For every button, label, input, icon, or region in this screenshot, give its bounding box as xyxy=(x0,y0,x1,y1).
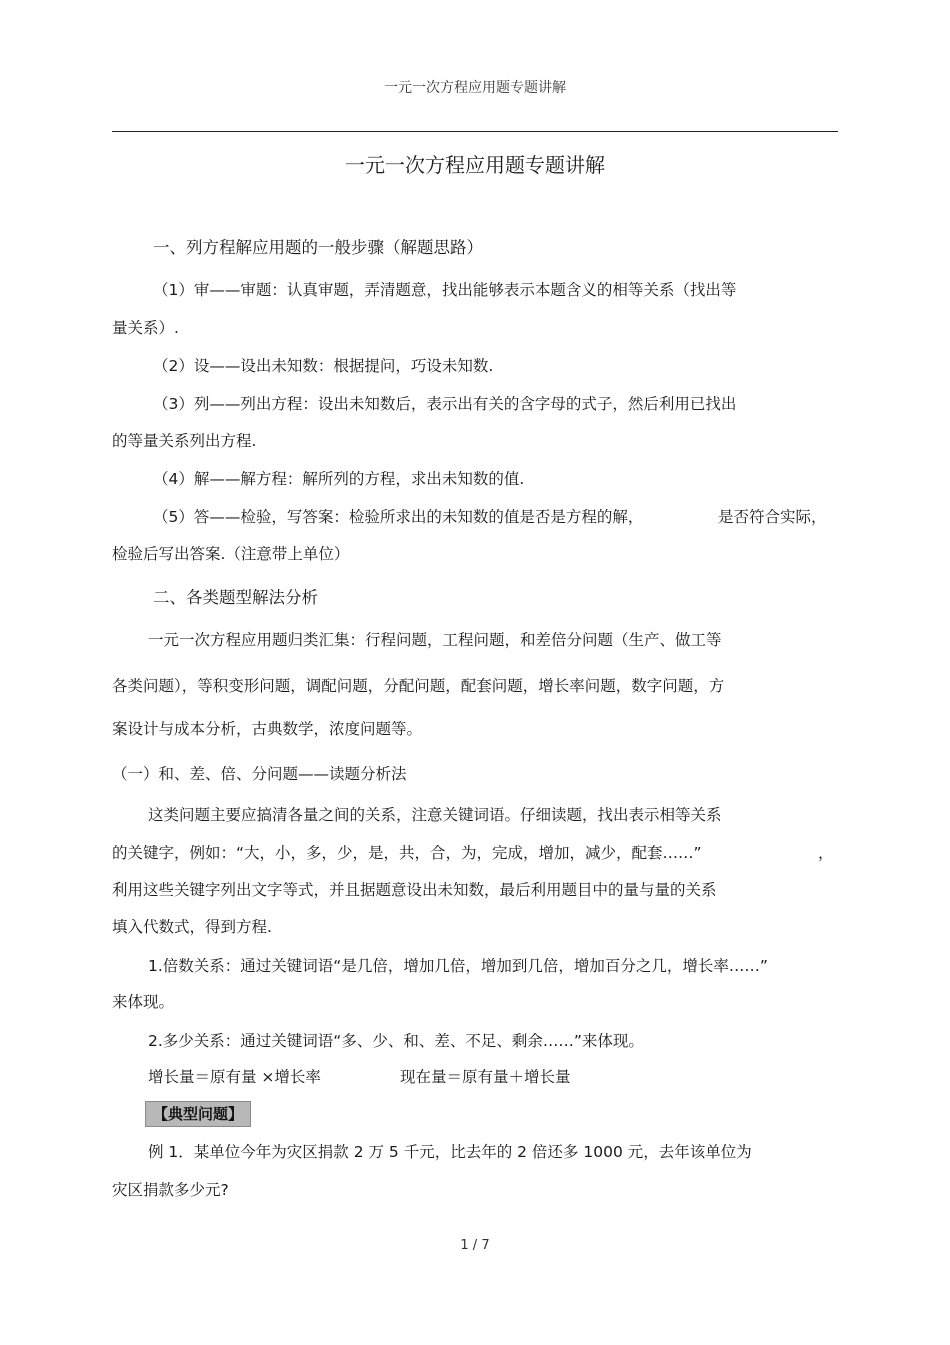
step-1-line-a: （1）审——审题：认真审题，弄清题意，找出能够表示本题含义的相等关系（找出等 xyxy=(153,281,737,299)
relation-2: 2.多少关系：通过关键词语“多、少、和、差、不足、剩余……”来体现。 xyxy=(148,1032,644,1050)
typical-problems-label: 【典型问题】 xyxy=(145,1101,251,1127)
example-1-line-a: 例 1．某单位今年为灾区捐款 2 万 5 千元，比去年的 2 倍还多 1000 元，去年该单位为 xyxy=(148,1143,752,1161)
relation-1-line-a: 1.倍数关系：通过关键词语“是几倍，增加几倍，增加到几倍，增加百分之几，增长率……” xyxy=(148,957,768,975)
example-1-line-b: 灾区捐款多少元? xyxy=(112,1181,229,1199)
step-2: （2）设——设出未知数：根据提问，巧设未知数. xyxy=(153,357,494,375)
formula-growth-amount: 增长量＝原有量 ×增长率 xyxy=(148,1068,321,1086)
para-1-line-a: 这类问题主要应搞清各量之间的关系，注意关键词语。仔细读题，找出表示相等关系 xyxy=(148,806,722,824)
subsection-heading-1: （一）和、差、倍、分问题——读题分析法 xyxy=(112,765,407,783)
step-5-line-a: （5）答——检验，写答案：检验所求出的未知数的值是否是方程的解， xyxy=(153,508,644,526)
step-5-line-a-tail: 是否符合实际， xyxy=(718,508,827,526)
relation-1-line-b: 来体现。 xyxy=(112,993,175,1011)
step-3-line-a: （3）列——列出方程：设出未知数后，表示出有关的含字母的式子，然后利用已找出 xyxy=(153,395,737,413)
para-1-line-d: 填入代数式，得到方程. xyxy=(112,918,272,936)
step-5-line-b: 检验后写出答案.（注意带上单位） xyxy=(112,545,350,563)
document-title: 一元一次方程应用题专题讲解 xyxy=(345,153,605,177)
section-heading-2: 二、各类题型解法分析 xyxy=(153,588,318,607)
page-number: 1 / 7 xyxy=(460,1238,490,1253)
intro-line-c: 案设计与成本分析，古典数学，浓度问题等。 xyxy=(112,720,423,738)
para-1-line-c: 利用这些关键字列出文字等式，并且据题意设出未知数，最后利用题目中的量与量的关系 xyxy=(112,881,717,899)
para-1-line-b-tail: ， xyxy=(818,844,834,862)
header-rule xyxy=(112,131,838,132)
step-1-line-b: 量关系）. xyxy=(112,319,179,337)
formula-current-amount: 现在量＝原有量＋增长量 xyxy=(400,1068,571,1086)
step-3-line-b: 的等量关系列出方程. xyxy=(112,432,257,450)
intro-line-b: 各类问题），等积变形问题，调配问题，分配问题，配套问题，增长率问题，数字问题，方 xyxy=(112,677,725,695)
intro-line-a: 一元一次方程应用题归类汇集：行程问题，工程问题，和差倍分问题（生产、做工等 xyxy=(148,631,722,649)
step-4: （4）解——解方程：解所列的方程，求出未知数的值. xyxy=(153,470,525,488)
para-1-line-b: 的关键字，例如：“大，小，多，少，是，共，合，为，完成，增加，减少，配套……” xyxy=(112,844,702,862)
section-heading-1: 一、列方程解应用题的一般步骤（解题思路） xyxy=(153,238,483,257)
running-header: 一元一次方程应用题专题讲解 xyxy=(384,80,566,96)
